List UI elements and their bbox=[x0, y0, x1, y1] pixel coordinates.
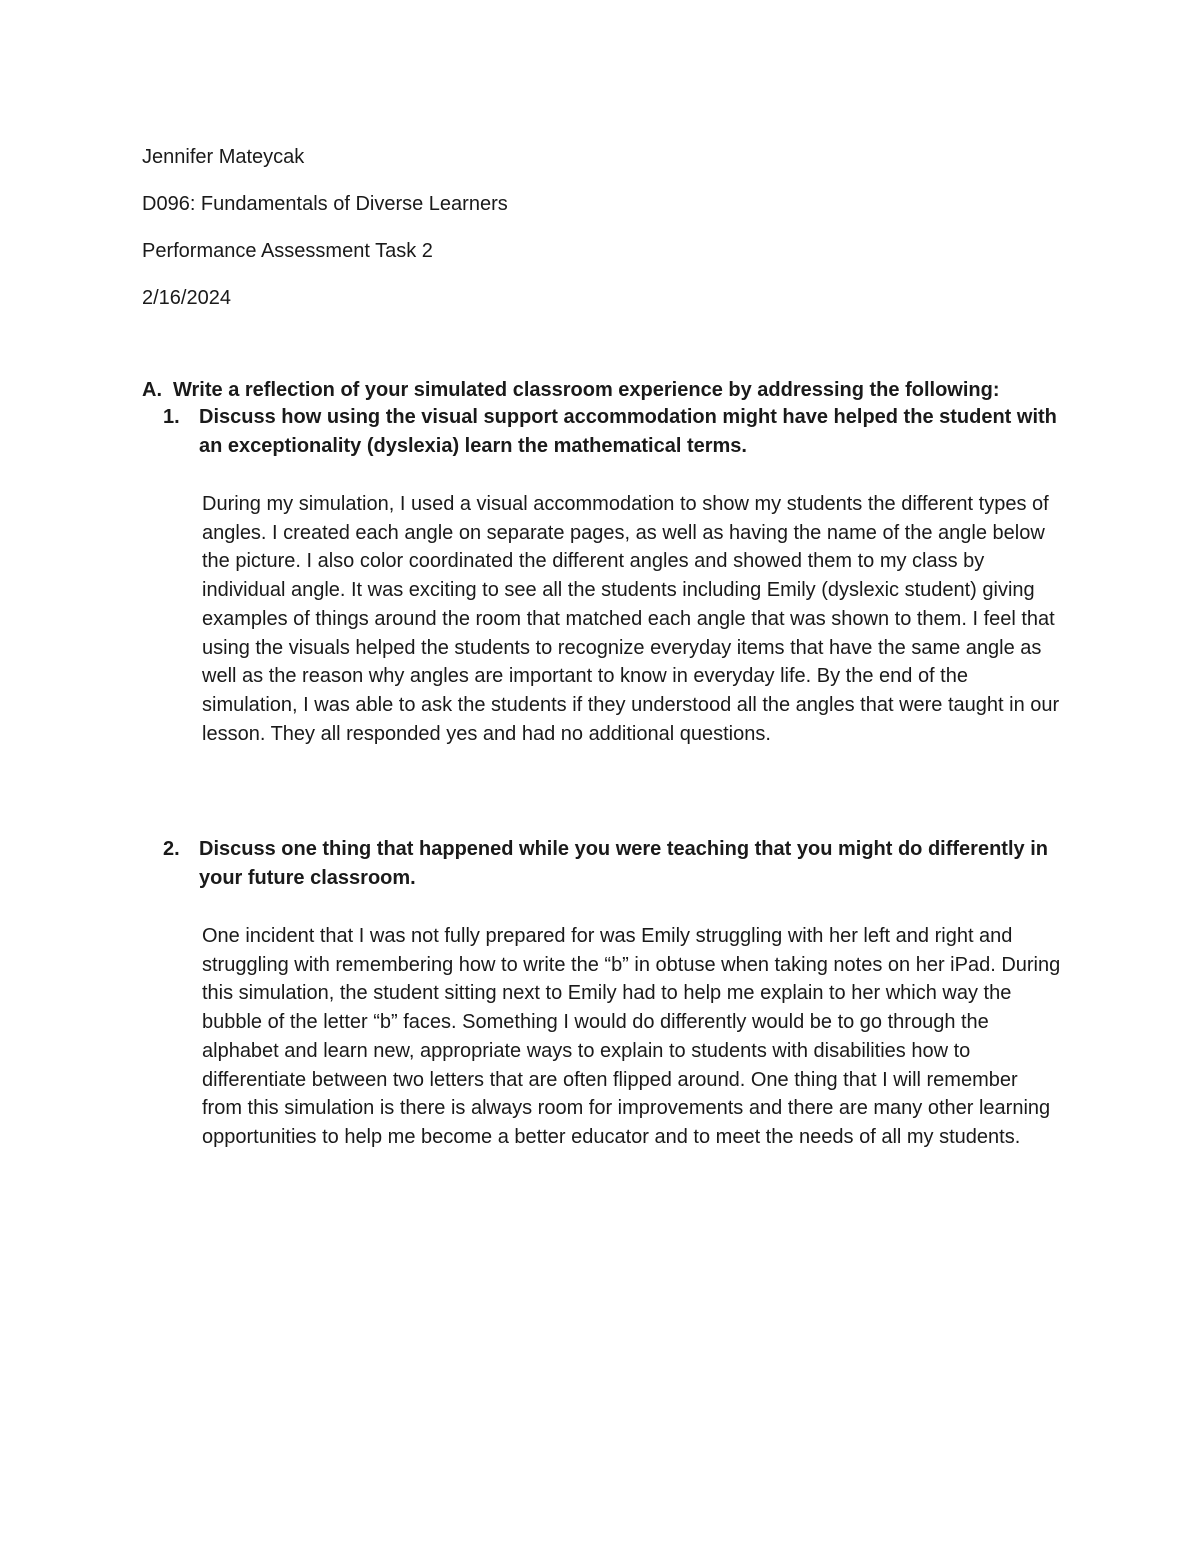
question-text-1: Discuss how using the visual support accommodation might have helped the student with an exceptionality (dyslexia) learn the mathematical terms. bbox=[199, 406, 1057, 457]
assignment-title: Performance Assessment Task 2 bbox=[142, 240, 433, 262]
question-heading-2 bbox=[163, 835, 1073, 893]
section-a-prompt bbox=[142, 376, 1082, 405]
answer-text-2: One incident that I was not fully prepared for was Emily struggling with her left and right and struggling with remembering how to write the “b” in obtuse when taking notes on her iPad. During this simulation, the student sitting next to Emily had to help me explain to her which way the bubble of the letter “b” faces. Something I would do differently would be to go through the alphabet and learn new, appropriate ways to explain to students with disabilities how to differentiate between two letters that are often flipped around. One thing that I will remember from this simulation is there is always room for improvements and there are many other learning opportunities to help me become a better educator and to meet the needs of all my students. bbox=[202, 925, 1061, 1148]
answer-text-1: During my simulation, I used a visual accommodation to show my students the different types of angles. I created each angle on separate pages, as well as having the name of the angle below the picture. I also color coordinated the different angles and showed them to my class by individual angle. It was exciting to see all the students including Emily (dyslexic student) giving examples of things around the room that matched each angle that was shown to them. I feel that using the visuals helped the students to recognize everyday items that have the same angle as well as the reason why angles are important to know in everyday life. By the end of the simulation, I was able to ask the students if they understood all the angles that were taught in our lesson. They all responded yes and had no additional questions. bbox=[202, 493, 1060, 745]
question-item-1 bbox=[163, 403, 1073, 748]
question-text-2: Discuss one thing that happened while you were teaching that you might do differently in your future classroom. bbox=[199, 838, 1048, 889]
question-number-2: 2. bbox=[163, 838, 180, 860]
course-title: D096: Fundamentals of Diverse Learners bbox=[142, 193, 508, 215]
section-a-label: A. bbox=[142, 379, 162, 401]
author-name: Jennifer Mateycak bbox=[142, 146, 305, 168]
question-heading-1 bbox=[163, 403, 1073, 461]
question-item-2 bbox=[163, 835, 1073, 1152]
document-header bbox=[142, 143, 1062, 331]
section-a-text: Write a reflection of your simulated classroom experience by addressing the following: bbox=[173, 379, 1000, 401]
question-number-1: 1. bbox=[163, 406, 180, 428]
document-date: 2/16/2024 bbox=[142, 287, 231, 309]
